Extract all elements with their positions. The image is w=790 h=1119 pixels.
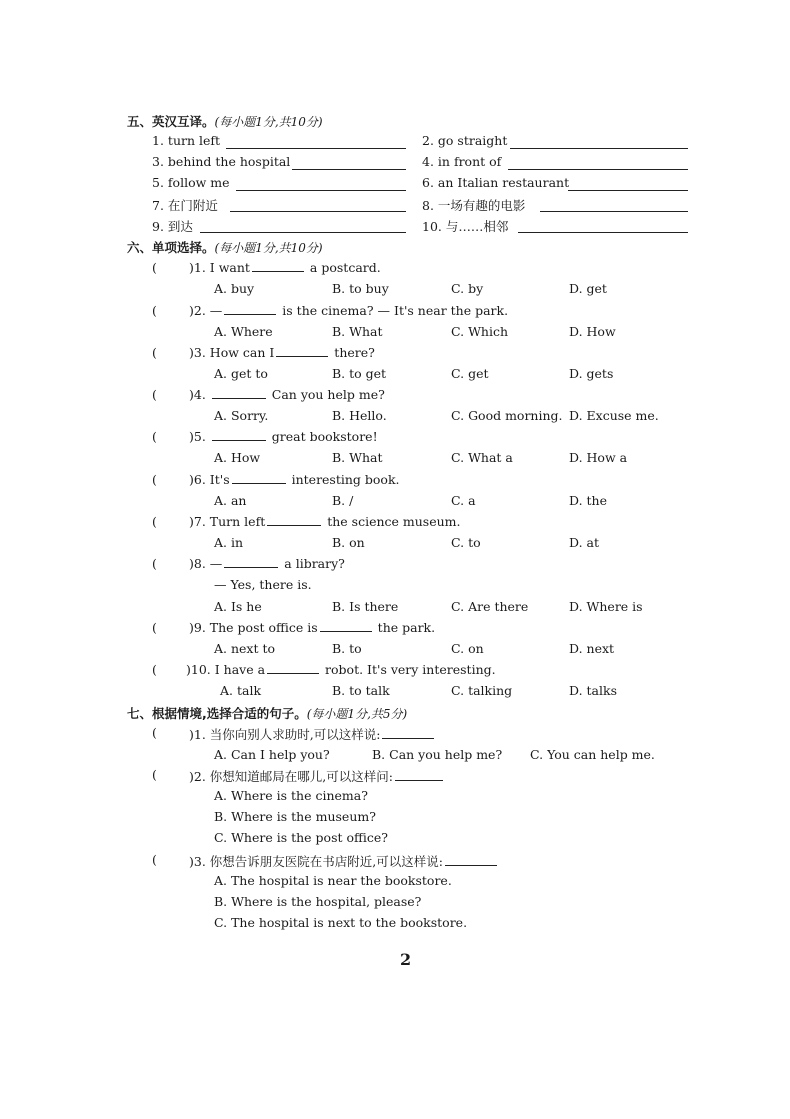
option-b[interactable]: B. /	[332, 493, 354, 508]
answer-line[interactable]	[226, 148, 406, 149]
item-text: 与……相邻	[445, 219, 509, 234]
item-number: 6.	[422, 175, 434, 190]
answer-line[interactable]	[236, 190, 406, 191]
item-number: 3.	[152, 154, 164, 169]
page-number: 2	[400, 950, 412, 969]
option-a[interactable]: A. How	[214, 450, 261, 465]
answer-bracket[interactable]: (	[152, 556, 157, 571]
answer-bracket[interactable]: (	[152, 303, 157, 318]
stem-text: robot. It's very interesting.	[325, 662, 496, 677]
option-c[interactable]: C. Are there	[451, 599, 529, 614]
option-b[interactable]: B. to buy	[332, 281, 389, 296]
fill-blank[interactable]	[267, 514, 321, 526]
item-number: 2.	[422, 133, 434, 148]
option-c[interactable]: C. Where is the post office?	[214, 830, 388, 845]
option-c[interactable]: C. The hospital is next to the bookstore.	[214, 915, 468, 930]
option-d[interactable]: D. talks	[569, 683, 617, 698]
question-stem	[189, 620, 435, 635]
option-c[interactable]: C. Good morning.	[451, 408, 563, 423]
option-a[interactable]: A. Where is the cinema?	[214, 788, 368, 803]
stem-text: the science museum.	[327, 514, 461, 529]
option-c[interactable]: C. get	[451, 366, 489, 381]
fill-blank[interactable]	[212, 387, 266, 399]
translation-item	[152, 154, 290, 169]
item-text: follow me	[167, 175, 230, 190]
answer-bracket[interactable]: (	[152, 620, 157, 635]
question-number: )3.	[189, 854, 206, 869]
item-text: turn left	[167, 133, 221, 148]
fill-blank[interactable]	[445, 854, 497, 866]
question-number: )5.	[189, 429, 206, 444]
question-stem	[189, 387, 385, 402]
section-6-heading	[127, 238, 323, 256]
section-5-heading	[127, 112, 323, 130]
question-number: )6.	[189, 472, 206, 487]
fill-blank[interactable]	[224, 556, 278, 568]
answer-bracket[interactable]: (	[152, 260, 157, 275]
option-a[interactable]: A. Can I help you?	[214, 747, 330, 762]
stem-text: 当你向别人求助时,可以这样说:	[209, 727, 381, 742]
stem-text: 你想知道邮局在哪儿,可以这样问:	[209, 769, 393, 784]
answer-bracket[interactable]: (	[152, 725, 157, 740]
answer-bracket[interactable]: (	[152, 345, 157, 360]
item-number: 1.	[152, 133, 164, 148]
question-number: )1.	[189, 260, 206, 275]
answer-line[interactable]	[200, 232, 406, 233]
option-d[interactable]: D. Where is	[569, 599, 643, 614]
fill-blank[interactable]	[224, 303, 276, 315]
option-a[interactable]: A. Sorry.	[214, 408, 269, 423]
question-stem	[186, 662, 496, 677]
question-stem	[189, 345, 375, 360]
option-c[interactable]: C. by	[451, 281, 484, 296]
stem-text: Turn left	[209, 514, 266, 529]
item-number: 9.	[152, 219, 164, 234]
question-stem	[189, 260, 381, 275]
option-b[interactable]: B. Hello.	[332, 408, 387, 423]
section-note: (每小题1分,共5分)	[306, 707, 408, 721]
item-number: 8.	[422, 198, 434, 213]
item-text: 一场有趣的电影	[437, 198, 526, 213]
option-d[interactable]: D. the	[569, 493, 607, 508]
question-number: )10.	[186, 662, 211, 677]
question-stem	[189, 556, 345, 571]
stem-text: interesting book.	[291, 472, 400, 487]
stem-text: I want	[209, 260, 250, 275]
translation-item	[152, 133, 220, 148]
translation-item	[422, 175, 569, 190]
option-c[interactable]: C. to	[451, 535, 481, 550]
option-d[interactable]: D. get	[569, 281, 607, 296]
question-stem	[189, 514, 461, 529]
option-b[interactable]: B. Where is the museum?	[214, 809, 376, 824]
question-stem	[189, 725, 436, 743]
answer-line[interactable]	[230, 211, 406, 212]
option-c[interactable]: C. You can help me.	[530, 747, 655, 762]
section-title: 七、根据情境,选择合适的句子。	[127, 706, 307, 721]
question-number: )3.	[189, 345, 206, 360]
answer-bracket[interactable]: (	[152, 514, 157, 529]
option-d[interactable]: D. How a	[569, 450, 628, 465]
stem-text: The post office is	[209, 620, 318, 635]
section-title: 六、单项选择。	[127, 240, 215, 255]
option-d[interactable]: D. How	[569, 324, 616, 339]
option-d[interactable]: D. Excuse me.	[569, 408, 659, 423]
section-note: (每小题1分,共10分)	[214, 115, 323, 129]
item-text: behind the hospital	[167, 154, 291, 169]
option-b[interactable]: B. What	[332, 450, 383, 465]
stem-text: great bookstore!	[271, 429, 378, 444]
stem-text: a postcard.	[309, 260, 381, 275]
stem-text: is the cinema? — It's near the park.	[282, 303, 509, 318]
question-number: )2.	[189, 769, 206, 784]
option-a[interactable]: A. an	[214, 493, 247, 508]
option-c[interactable]: C. on	[451, 641, 484, 656]
option-b[interactable]: B. Where is the hospital, please?	[214, 894, 422, 909]
item-number: 4.	[422, 154, 434, 169]
question-stem	[189, 472, 400, 487]
item-number: 7.	[152, 198, 164, 213]
question-stem	[189, 767, 445, 785]
answer-line[interactable]	[568, 190, 688, 191]
answer-line[interactable]	[292, 169, 406, 170]
answer-bracket[interactable]: (	[152, 387, 157, 402]
fill-blank[interactable]	[276, 345, 328, 357]
answer-bracket[interactable]: (	[152, 429, 157, 444]
translation-item	[152, 175, 230, 190]
answer-line[interactable]	[518, 232, 688, 233]
question-number: )1.	[189, 727, 206, 742]
question-number: )9.	[189, 620, 206, 635]
answer-bracket[interactable]: (	[152, 767, 157, 782]
fill-blank[interactable]	[232, 472, 286, 484]
translation-item	[422, 154, 501, 169]
option-b[interactable]: B. Is there	[332, 599, 399, 614]
translation-item	[422, 196, 525, 214]
section-7-heading	[127, 704, 407, 722]
stem-text: —	[209, 556, 223, 571]
section-title: 五、英汉互译。	[127, 114, 215, 129]
stem-text: I have a	[214, 662, 266, 677]
fill-blank[interactable]	[395, 769, 443, 781]
option-b[interactable]: B. What	[332, 324, 383, 339]
fill-blank[interactable]	[267, 662, 319, 674]
option-d[interactable]: D. at	[569, 535, 599, 550]
translation-item	[422, 217, 508, 235]
option-b[interactable]: B. to	[332, 641, 362, 656]
stem-text: 你想告诉朋友医院在书店附近,可以这样说:	[209, 854, 443, 869]
option-c[interactable]: C. a	[451, 493, 476, 508]
stem-text: How can I	[209, 345, 275, 360]
option-a[interactable]: A. next to	[214, 641, 276, 656]
answer-bracket[interactable]: (	[152, 472, 157, 487]
option-b[interactable]: B. Can you help me?	[372, 747, 503, 762]
option-d[interactable]: D. next	[569, 641, 615, 656]
answer-bracket[interactable]: (	[152, 662, 157, 677]
question-number: )2.	[189, 303, 206, 318]
question-stem	[189, 429, 378, 444]
stem-text: —	[209, 303, 223, 318]
stem-text: It's	[209, 472, 230, 487]
option-a[interactable]: A. Is he	[214, 599, 262, 614]
translation-item	[152, 217, 193, 235]
item-text: 到达	[167, 219, 193, 234]
stem-text: a library?	[284, 556, 345, 571]
option-d[interactable]: D. gets	[569, 366, 614, 381]
answer-bracket[interactable]: (	[152, 852, 157, 867]
item-number: 10.	[422, 219, 442, 234]
question-stem	[189, 852, 499, 870]
answer-line[interactable]	[508, 169, 688, 170]
answer-line[interactable]	[510, 148, 688, 149]
option-c[interactable]: C. talking	[451, 683, 513, 698]
fill-blank[interactable]	[320, 620, 372, 632]
answer-line[interactable]	[540, 211, 688, 212]
item-text: 在门附近	[167, 198, 218, 213]
dialogue-reply: — Yes, there is.	[214, 577, 312, 592]
question-number: )8.	[189, 556, 206, 571]
question-number: )7.	[189, 514, 206, 529]
fill-blank[interactable]	[382, 727, 434, 739]
section-note: (每小题1分,共10分)	[214, 241, 323, 255]
item-text: go straight	[437, 133, 508, 148]
translation-item	[152, 196, 218, 214]
option-c[interactable]: C. Which	[451, 324, 509, 339]
fill-blank[interactable]	[212, 429, 266, 441]
stem-text: the park.	[377, 620, 436, 635]
translation-item	[422, 133, 507, 148]
option-b[interactable]: B. to talk	[332, 683, 390, 698]
option-c[interactable]: C. What a	[451, 450, 513, 465]
option-b[interactable]: B. on	[332, 535, 365, 550]
option-a[interactable]: A. The hospital is near the bookstore.	[214, 873, 452, 888]
stem-text: Can you help me?	[271, 387, 385, 402]
stem-text: there?	[334, 345, 375, 360]
option-a[interactable]: A. talk	[220, 683, 262, 698]
option-a[interactable]: A. buy	[214, 281, 255, 296]
option-a[interactable]: A. get to	[214, 366, 268, 381]
item-text: an Italian restaurant	[437, 175, 570, 190]
question-stem	[189, 303, 508, 318]
item-text: in front of	[437, 154, 502, 169]
question-number: )4.	[189, 387, 206, 402]
option-a[interactable]: A. in	[214, 535, 244, 550]
option-a[interactable]: A. Where	[214, 324, 273, 339]
option-b[interactable]: B. to get	[332, 366, 387, 381]
fill-blank[interactable]	[252, 260, 304, 272]
item-number: 5.	[152, 175, 164, 190]
